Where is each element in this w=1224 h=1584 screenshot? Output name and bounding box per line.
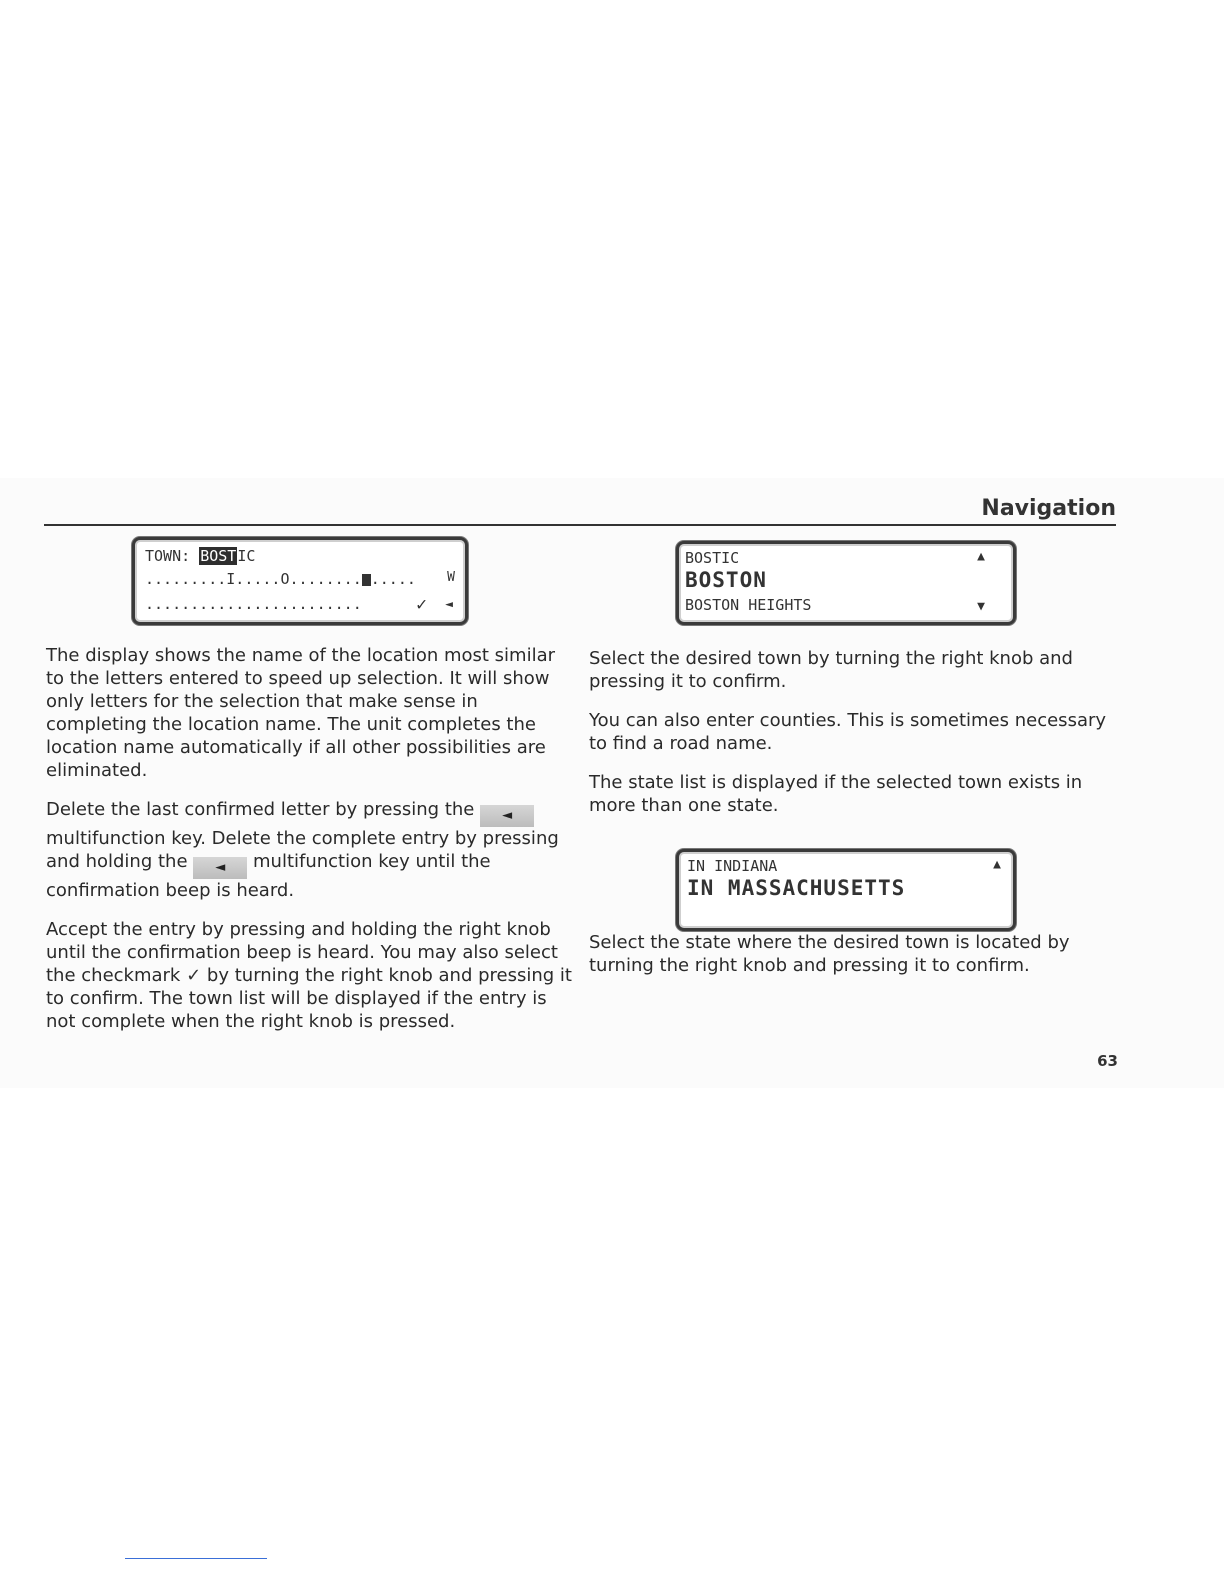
paragraph-text: Accept the entry by pressing and holding the right knob until the confirmation beep is heard. You may also select the checkmark	[46, 919, 558, 986]
paragraph-accept-entry	[46, 918, 572, 1033]
back-key-icon: ◄	[480, 805, 534, 827]
header-rule	[44, 524, 1116, 526]
right-column-top	[589, 647, 1119, 833]
dot-row: ........................	[145, 595, 362, 613]
footer-link-underline[interactable]	[125, 1558, 267, 1559]
lcd-town-row	[145, 547, 255, 565]
letter-row-text: .........I.....O........	[145, 570, 362, 588]
right-column-bottom	[589, 931, 1119, 993]
town-suggested-text: IC	[237, 547, 256, 565]
scroll-up-icon: ▲	[993, 857, 1001, 872]
letter-w: W	[447, 570, 455, 585]
paragraph-select-state: Select the state where the desired town is located by turning the right knob and pressing it to confirm.	[589, 932, 1070, 976]
lcd-town-entry	[132, 537, 468, 625]
left-column	[46, 644, 572, 1049]
letter-row	[145, 570, 416, 588]
paragraph-delete-letter	[46, 798, 572, 902]
paragraph-text: multifunction key until the confirmation beep is heard.	[46, 851, 491, 901]
paragraph-state-list: The state list is displayed if the selected town exists in more than one state.	[589, 772, 1083, 816]
town-label: TOWN:	[145, 547, 191, 565]
checkmark-icon: ✓	[416, 594, 427, 615]
checkmark-icon: ✓	[186, 965, 202, 986]
back-key-icon: ◄	[193, 857, 247, 879]
paragraph-display-info: The display shows the name of the location most similar to the letters entered to speed up selection. It will show only letters for the selection that make sense in completing the location name. The unit completes the location name automatically if all other possibilities are eliminated.	[46, 645, 556, 781]
selection-cursor	[362, 574, 371, 586]
lcd-state-list	[676, 849, 1016, 931]
paragraph-select-town: Select the desired town by turning the right knob and pressing it to confirm.	[589, 648, 1073, 692]
town-list-item: BOSTON HEIGHTS	[685, 596, 812, 614]
state-list-item-selected: IN MASSACHUSETTS	[687, 876, 906, 900]
section-title: Navigation	[981, 496, 1116, 521]
paragraph-text: Delete the last confirmed letter by pressing the	[46, 799, 475, 820]
scroll-down-icon: ▼	[977, 599, 985, 614]
page-number: 63	[1097, 1052, 1118, 1070]
town-list-item-selected: BOSTON	[685, 568, 767, 592]
back-arrow-icon: ◄	[445, 597, 453, 612]
paragraph-text: by turning the right knob and pressing it to confirm. The town list will be displayed if the entry is not complete when the right knob is pressed.	[46, 965, 572, 1032]
paragraph-counties: You can also enter counties. This is sometimes necessary to find a road name.	[589, 710, 1107, 754]
letter-row-end: .....	[370, 570, 416, 588]
town-list-item: BOSTIC	[685, 549, 740, 567]
state-list-item: IN INDIANA	[687, 857, 778, 875]
scroll-up-icon: ▲	[977, 549, 985, 564]
lcd-town-list	[676, 541, 1016, 625]
town-entered-text: BOST	[200, 547, 237, 565]
paragraph-text: multifunction key. Delete the complete entry by pressing and holding the	[46, 828, 559, 872]
